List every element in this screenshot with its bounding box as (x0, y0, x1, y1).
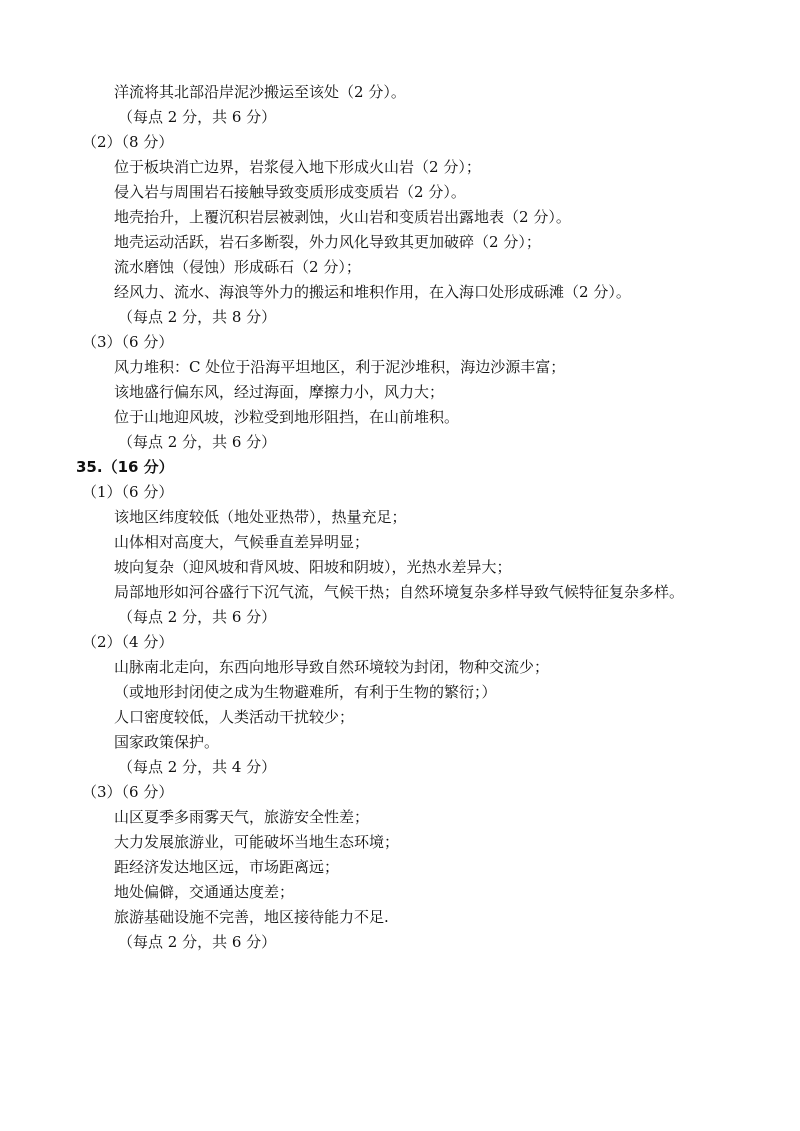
subquestion-heading: （2）（8 分） (82, 133, 174, 151)
score-note: （每点 2 分，共 6 分） (118, 933, 277, 951)
answer-line: 位于板块消亡边界，岩浆侵入地下形成火山岩（2 分）； (114, 158, 481, 176)
answer-line: 地处偏僻，交通通达度差； (114, 883, 295, 901)
answer-line: 坡向复杂（迎风坡和背风坡、阳坡和阴坡），光热水差异大； (114, 558, 512, 576)
answer-line: 地壳抬升，上覆沉积岩层被剥蚀，火山岩和变质岩出露地表（2 分）。 (114, 208, 571, 226)
answer-line: 该地盛行偏东风，经过海面，摩擦力小，风力大； (114, 383, 445, 401)
subquestion-heading: （3）（6 分） (82, 333, 174, 351)
answer-line: 国家政策保护。 (114, 733, 220, 751)
answer-line: 距经济发达地区远，市场距离远； (114, 858, 340, 876)
answer-line: 风力堆积：C 处位于沿海平坦地区，利于泥沙堆积，海边沙源丰富； (114, 358, 566, 376)
answer-line: 地壳运动活跃，岩石多断裂，外力风化导致其更加破碎（2 分）； (114, 233, 541, 251)
answer-line: 洋流将其北部沿岸泥沙搬运至该处（2 分）。 (114, 83, 406, 101)
answer-line: 山区夏季多雨雾天气，旅游安全性差； (114, 808, 370, 826)
score-note: （每点 2 分，共 8 分） (118, 308, 277, 326)
question-heading: 35.（16 分） (76, 458, 174, 476)
answer-line: 该地区纬度较低（地处亚热带），热量充足； (114, 508, 407, 526)
answer-line: 流水磨蚀（侵蚀）形成砾石（2 分）； (114, 258, 361, 276)
answer-line: 位于山地迎风坡，沙粒受到地形阻挡，在山前堆积。 (114, 408, 460, 426)
subquestion-heading: （3）（6 分） (82, 783, 174, 801)
answer-line: 人口密度较低，人类活动干扰较少； (114, 708, 355, 726)
subquestion-heading: （2）（4 分） (82, 633, 174, 651)
score-note: （每点 2 分，共 6 分） (118, 108, 277, 126)
subquestion-heading: （1）（6 分） (82, 483, 174, 501)
answer-line: 经风力、流水、海浪等外力的搬运和堆积作用，在入海口处形成砾滩（2 分）。 (114, 283, 631, 301)
score-note: （每点 2 分，共 4 分） (118, 758, 277, 776)
answer-line: 大力发展旅游业，可能破坏当地生态环境； (114, 833, 400, 851)
answer-line: 侵入岩与周围岩石接触导致变质形成变质岩（2 分）。 (114, 183, 466, 201)
score-note: （每点 2 分，共 6 分） (118, 433, 277, 451)
answer-line: 旅游基础设施不完善，地区接待能力不足. (114, 908, 389, 926)
answer-line: 山体相对高度大，气候垂直差异明显； (114, 533, 370, 551)
answer-line: （或地形封闭使之成为生物避难所，有利于生物的繁衍；） (114, 683, 497, 701)
score-note: （每点 2 分，共 6 分） (118, 608, 277, 626)
answer-line: 局部地形如河谷盛行下沉气流，气候干热；自然环境复杂多样导致气候特征复杂多样。 (114, 583, 685, 601)
answer-line: 山脉南北走向，东西向地形导致自然环境较为封闭，物种交流少； (114, 658, 550, 676)
